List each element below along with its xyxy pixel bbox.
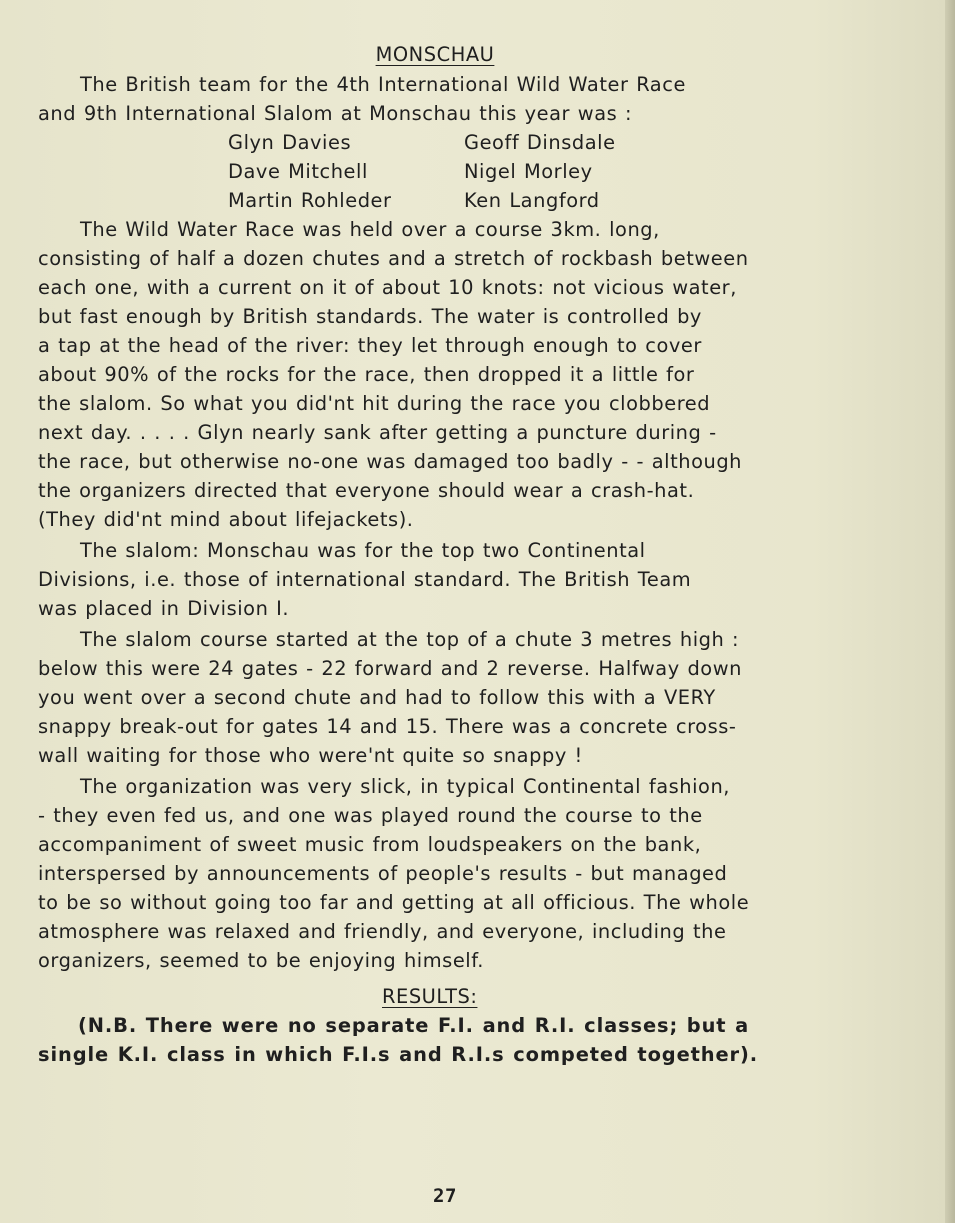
- intro-line: The British team for the 4th International Wild Water Race: [80, 73, 686, 96]
- note-line: (N.B. There were no separate F.I. and R.I. classes; but a: [78, 1014, 750, 1037]
- team-member: Martin Rohleder: [228, 189, 392, 212]
- team-member: Glyn Davies: [228, 131, 352, 154]
- race-paragraph-line: each one, with a current on it of about 10 knots: not vicious water,: [38, 276, 737, 299]
- course-paragraph-line: The slalom course started at the top of a chute 3 metres high :: [80, 628, 740, 651]
- team-member: Ken Langford: [464, 189, 600, 212]
- race-paragraph-line: the organizers directed that everyone should wear a crash-hat.: [38, 479, 695, 502]
- race-paragraph-line: (They did'nt mind about lifejackets).: [38, 508, 414, 531]
- course-paragraph-line: you went over a second chute and had to follow this with a VERY: [38, 686, 716, 709]
- organization-paragraph-line: - they even fed us, and one was played round the course to the: [38, 804, 703, 827]
- page-title: MONSCHAU: [375, 43, 495, 66]
- note-line: single K.I. class in which F.I.s and R.I.s competed together).: [38, 1043, 759, 1066]
- intro-line: and 9th International Slalom at Monschau this year was :: [38, 102, 633, 125]
- results-heading: RESULTS:: [382, 985, 478, 1008]
- organization-paragraph-line: interspersed by announcements of people's results - but managed: [38, 862, 728, 885]
- race-paragraph-line: a tap at the head of the river: they let through enough to cover: [38, 334, 702, 357]
- race-paragraph-line: the slalom. So what you did'nt hit during the race you clobbered: [38, 392, 711, 415]
- race-paragraph-line: about 90% of the rocks for the race, then dropped it a little for: [38, 363, 695, 386]
- organization-paragraph-line: organizers, seemed to be enjoying himself.: [38, 949, 484, 972]
- organization-paragraph-line: accompaniment of sweet music from loudspeakers on the bank,: [38, 833, 702, 856]
- race-paragraph-line: next day. . . . . Glyn nearly sank after getting a puncture during -: [38, 421, 717, 444]
- page-number: 27: [433, 1185, 457, 1207]
- team-member: Geoff Dinsdale: [464, 131, 616, 154]
- team-member: Dave Mitchell: [228, 160, 368, 183]
- race-paragraph-line: consisting of half a dozen chutes and a stretch of rockbash between: [38, 247, 749, 270]
- team-member: Nigel Morley: [464, 160, 593, 183]
- race-paragraph-line: The Wild Water Race was held over a course 3km. long,: [80, 218, 660, 241]
- organization-paragraph-line: to be so without going too far and getting at all officious. The whole: [38, 891, 750, 914]
- slalom-paragraph-line: Divisions, i.e. those of international standard. The British Team: [38, 568, 692, 591]
- organization-paragraph-line: The organization was very slick, in typical Continental fashion,: [80, 775, 731, 798]
- race-paragraph-line: but fast enough by British standards. The water is controlled by: [38, 305, 702, 328]
- course-paragraph-line: wall waiting for those who were'nt quite so snappy !: [38, 744, 583, 767]
- organization-paragraph-line: atmosphere was relaxed and friendly, and everyone, including the: [38, 920, 727, 943]
- slalom-paragraph-line: The slalom: Monschau was for the top two Continental: [80, 539, 646, 562]
- course-paragraph-line: below this were 24 gates - 22 forward and 2 reverse. Halfway down: [38, 657, 742, 680]
- team-list: [228, 130, 664, 214]
- course-paragraph-line: snappy break-out for gates 14 and 15. There was a concrete cross-: [38, 715, 737, 738]
- slalom-paragraph-line: was placed in Division I.: [38, 597, 290, 620]
- page-edge-shadow: [945, 0, 955, 1223]
- race-paragraph-line: the race, but otherwise no-one was damaged too badly - - although: [38, 450, 743, 473]
